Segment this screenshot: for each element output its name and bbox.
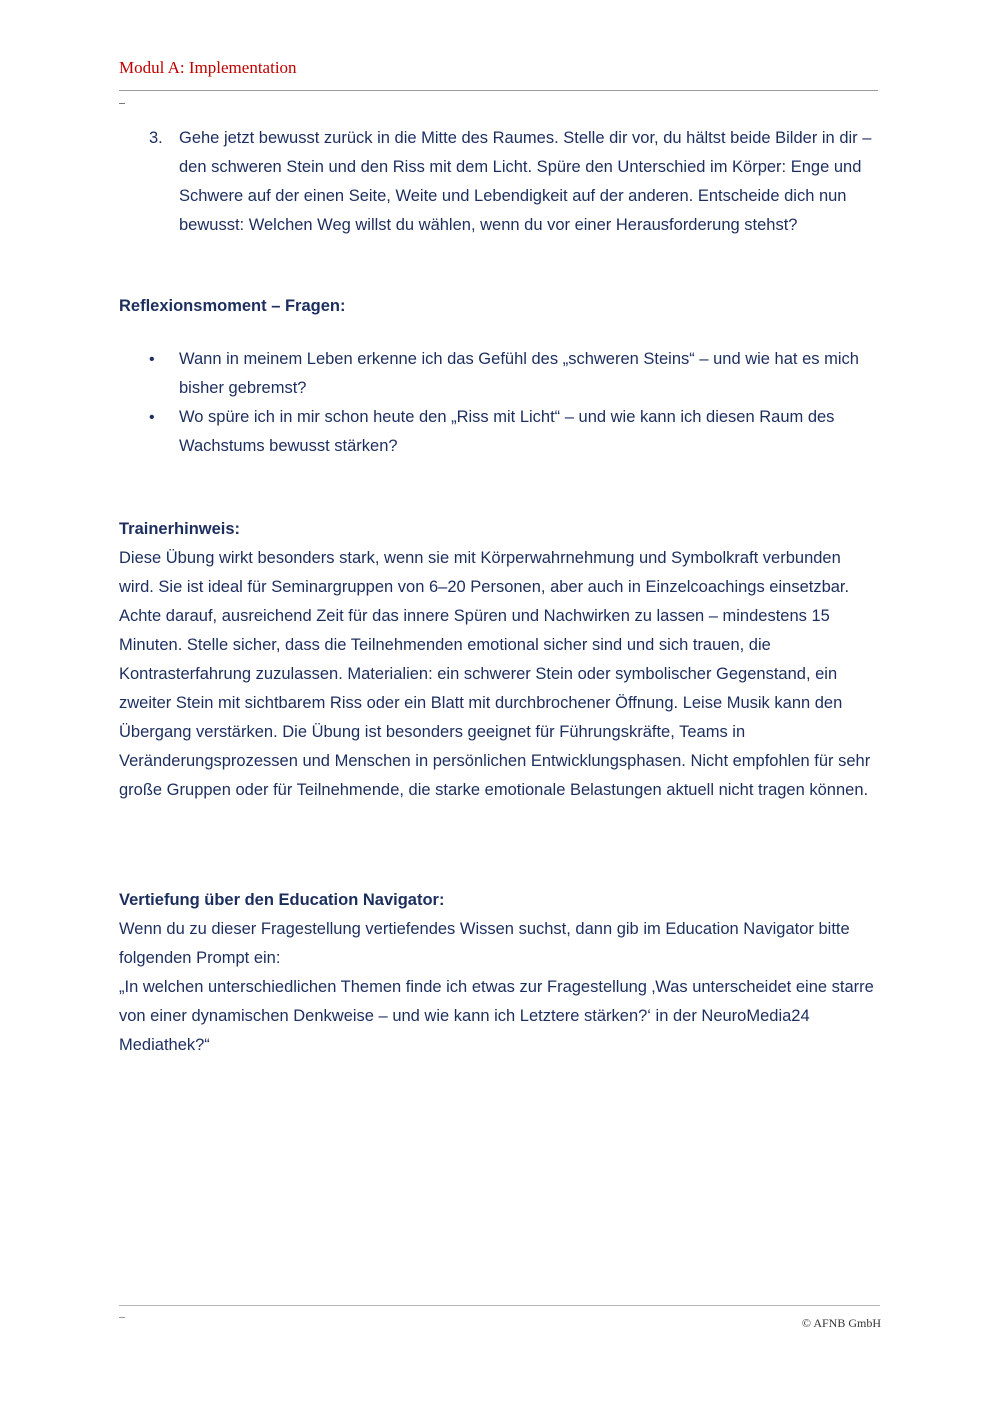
footer-copyright: © AFNB GmbH	[801, 1316, 881, 1330]
header-title: Modul A: Implementation	[119, 58, 297, 77]
bullet-icon: •	[149, 409, 155, 426]
bullet-icon: •	[149, 351, 155, 368]
list-item	[149, 403, 889, 461]
vertiefung-intro: Wenn du zu dieser Fragestellung vertiefendes Wissen suchst, dann gib im Education Navigator bitte folgenden Prompt ein:	[119, 920, 850, 967]
header-divider	[119, 90, 878, 91]
header-tick-mark	[119, 103, 125, 104]
trainer-note-text: Diese Übung wirkt besonders stark, wenn sie mit Körperwahrnehmung und Symbolkraft verbunden wird. Sie ist ideal für Seminargruppen von 6–20 Personen, aber auch in Einzelcoachings einsetzbar. Achte darauf, ausreichend Zeit für das innere Spüren und Nachwirken zu lassen – mindestens 15 Minuten. Stelle sicher, dass die Teilnehmenden emotional sicher sind und sich trauen, die Kontrasterfahrung zuzulassen. Materialien: ein schwerer Stein oder symbolischer Gegenstand, ein zweiter Stein mit sichtbarem Riss oder ein Blatt mit durchbrochener Öffnung. Leise Musik kann den Übergang verstärken. Die Übung ist besonders geeignet für Führungskräfte, Teams in Veränderungsprozessen und Menschen in persönlichen Entwicklungsphasen. Nicht empfohlen für sehr große Gruppen oder für Teilnehmende, die starke emotionale Belastungen aktuell nicht tragen können.	[119, 549, 871, 799]
list-item	[149, 345, 889, 403]
step-text: Gehe jetzt bewusst zurück in die Mitte des Raumes. Stelle dir vor, du hältst beide Bilder in dir – den schweren Stein und den Riss mit dem Licht. Spüre den Unterschied im Körper: Enge und Schwere auf der einen Seite, Weite und Lebendigkeit auf der anderen. Entscheide dich nun bewusst: Welchen Weg willst du wählen, wenn du vor einer Herausforderung stehst?	[179, 129, 872, 234]
numbered-step-3	[149, 124, 889, 240]
reflexion-question-list	[149, 345, 889, 461]
vertiefung-heading: Vertiefung über den Education Navigator:	[119, 891, 445, 909]
reflexion-heading: Reflexionsmoment – Fragen:	[119, 297, 346, 315]
footer-tick-mark	[119, 1317, 125, 1318]
question-text: Wann in meinem Leben erkenne ich das Gefühl des „schweren Steins“ – und wie hat es mich bisher gebremst?	[179, 350, 859, 397]
footer-divider	[119, 1305, 880, 1306]
step-number: 3.	[149, 129, 163, 147]
trainer-heading: Trainerhinweis:	[119, 520, 241, 538]
question-text: Wo spüre ich in mir schon heute den „Riss mit Licht“ – und wie kann ich diesen Raum des Wachstums bewusst stärken?	[179, 408, 835, 455]
vertiefung-section	[119, 915, 879, 1060]
vertiefung-prompt: „In welchen unterschiedlichen Themen finde ich etwas zur Fragestellung ‚Was unterscheidet eine starre von einer dynamischen Denkweise – und wie kann ich Letztere stärken?‘ in der NeuroMedia24 Mediathek?“	[119, 978, 874, 1054]
